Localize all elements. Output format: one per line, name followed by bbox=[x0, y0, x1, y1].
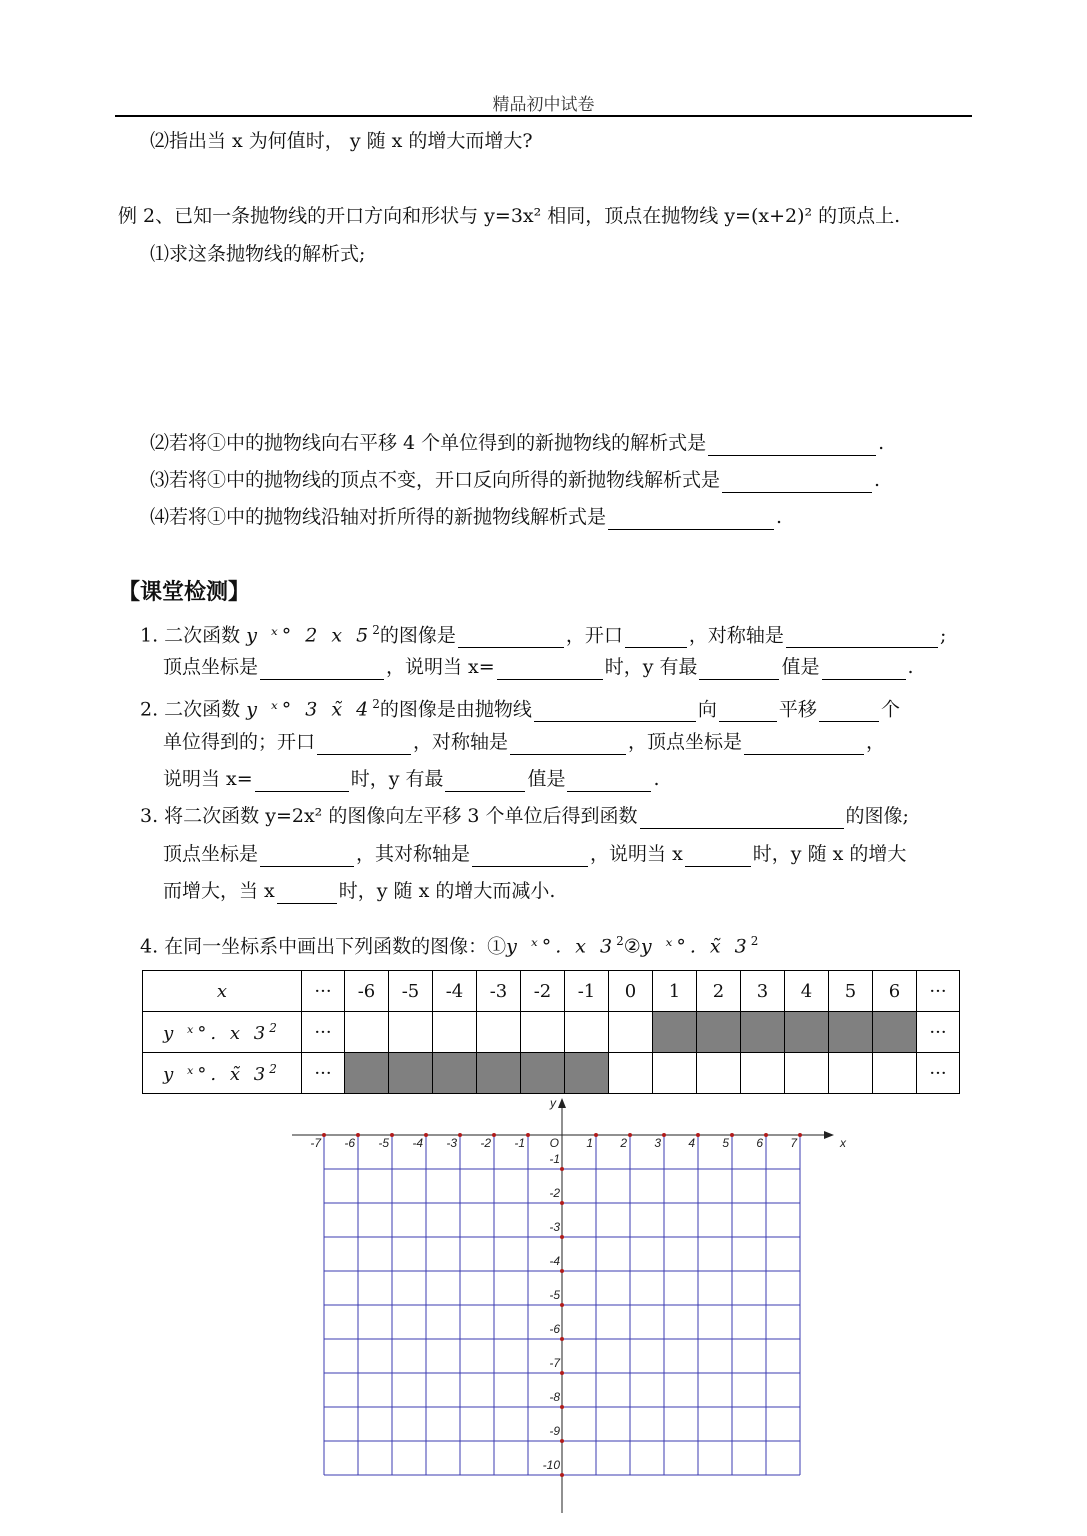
y-tick-label: -4 bbox=[549, 1254, 560, 1268]
extreme-label: 时，y 有最 bbox=[350, 768, 444, 790]
x-tick-mark bbox=[424, 1133, 428, 1137]
circled-two: ② bbox=[623, 935, 641, 958]
period: . bbox=[907, 656, 914, 678]
q3-end-text: 时，y 随 x 的增大 bbox=[752, 843, 907, 865]
q1-open-label: ，开口 bbox=[565, 624, 623, 647]
x-tick-label: 4 bbox=[688, 1136, 695, 1150]
period: . bbox=[776, 506, 783, 528]
when-label: ，说明当 x= bbox=[386, 656, 495, 678]
x-tick-label: -1 bbox=[514, 1136, 525, 1150]
y-tick-mark bbox=[560, 1439, 564, 1443]
table-cell: -4 bbox=[433, 971, 477, 1012]
x-tick-mark bbox=[390, 1133, 394, 1137]
q4-formula-1: y ˣ°. x 3 bbox=[506, 935, 617, 958]
table-cell: 4 bbox=[785, 971, 829, 1012]
exponent: 2 bbox=[616, 934, 624, 948]
semicolon: ; bbox=[939, 624, 947, 647]
q4-text: 4. 在同一坐标系中画出下列函数的图像：① bbox=[140, 935, 507, 958]
value-label: 值是 bbox=[527, 768, 566, 790]
y-tick-mark bbox=[560, 1337, 564, 1341]
exponent: 2 bbox=[372, 623, 380, 637]
q3-increase-label: 而增大，当 x bbox=[163, 880, 275, 902]
q3-text: ⑶若将①中的抛物线的顶点不变，开口反向所得的新抛物线解析式是 bbox=[150, 469, 721, 491]
table-cell: ··· bbox=[302, 1053, 345, 1094]
y-tick-mark bbox=[560, 1371, 564, 1375]
x-tick-label: -6 bbox=[344, 1136, 355, 1150]
q3-decrease-label: 时，y 随 x 的增大而减小. bbox=[338, 880, 556, 902]
x-tick-label: -3 bbox=[446, 1136, 457, 1150]
y-tick-mark bbox=[560, 1167, 564, 1171]
x-tick-mark bbox=[594, 1133, 598, 1137]
y-tick-label: -7 bbox=[549, 1356, 560, 1370]
x-tick-mark bbox=[492, 1133, 496, 1137]
y-tick-label: -10 bbox=[542, 1458, 560, 1472]
comma: ， bbox=[866, 731, 886, 753]
x-axis-label: x bbox=[840, 1136, 846, 1150]
when-label: 说明当 x= bbox=[163, 768, 253, 790]
q3-end: 的图像; bbox=[845, 805, 909, 827]
period: . bbox=[878, 432, 885, 454]
example-2-q1: ⑴求这条抛物线的解析式; bbox=[150, 243, 366, 265]
table-cell: 3 bbox=[741, 971, 785, 1012]
x-tick-label: 2 bbox=[620, 1136, 627, 1150]
period: . bbox=[874, 469, 881, 491]
x-tick-mark bbox=[696, 1133, 700, 1137]
example-2-title: 例 2、已知一条抛物线的开口方向和形状与 y=3x² 相同，顶点在抛物线 y=(x+2)² 的顶点上. bbox=[118, 205, 901, 227]
y-tick-label: -9 bbox=[549, 1424, 560, 1438]
y-tick-label: -2 bbox=[549, 1186, 560, 1200]
exponent: 2 bbox=[750, 934, 759, 948]
table-cell: -5 bbox=[389, 971, 433, 1012]
shift-label: 平移 bbox=[778, 698, 817, 721]
x-tick-mark bbox=[322, 1133, 326, 1137]
x-tick-label: 1 bbox=[586, 1136, 593, 1150]
when-label: ，说明当 x bbox=[590, 843, 683, 865]
table-cell: ··· bbox=[302, 971, 345, 1012]
q1-axis-label: ，对称轴是 bbox=[688, 624, 784, 647]
q4-formula-2: y ˣ°. x̃ 3 bbox=[640, 935, 751, 958]
table-cell: ··· bbox=[917, 1012, 960, 1053]
q1-prefix: 1. 二次函数 bbox=[140, 624, 241, 647]
q2-text: 的图像是由抛物线 bbox=[379, 698, 532, 721]
q2-text: ⑵若将①中的抛物线向右平移 4 个单位得到的新抛物线的解析式是 bbox=[150, 432, 707, 454]
axis-label: ，其对称轴是 bbox=[356, 843, 471, 865]
x-tick-label: -7 bbox=[310, 1136, 321, 1150]
extreme-label: 时，y 有最 bbox=[604, 656, 698, 678]
direction-label: 向 bbox=[697, 698, 717, 721]
row-label: y ˣ°. x $3^2$ bbox=[143, 1012, 302, 1053]
table-header-label: x bbox=[143, 971, 302, 1012]
y-axis-label: y bbox=[550, 1096, 556, 1110]
q2-prefix: 2. 二次函数 bbox=[140, 698, 241, 721]
table-cell: ··· bbox=[917, 971, 960, 1012]
y-tick-label: -3 bbox=[549, 1220, 560, 1234]
y-tick-label: -5 bbox=[549, 1288, 560, 1302]
table-cell: 0 bbox=[609, 971, 653, 1012]
exponent: 2 bbox=[372, 697, 380, 711]
x-tick-mark bbox=[628, 1133, 632, 1137]
y-tick-mark bbox=[560, 1201, 564, 1205]
q2-formula: y ˣ° 3 x̃ 4 bbox=[246, 698, 373, 721]
x-tick-mark bbox=[526, 1133, 530, 1137]
x-tick-label: O bbox=[549, 1136, 559, 1150]
x-tick-label: 5 bbox=[722, 1136, 729, 1150]
q3-text: 3. 将二次函数 y=2x² 的图像向左平移 3 个单位后得到函数 bbox=[140, 805, 638, 827]
vertex-label: 顶点坐标是 bbox=[163, 843, 259, 865]
table-cell: 6 bbox=[873, 971, 917, 1012]
table-cell: -6 bbox=[345, 971, 389, 1012]
x-tick-label: 6 bbox=[756, 1136, 763, 1150]
unit-open-label: 单位得到的；开口 bbox=[163, 731, 316, 753]
axis-label: ，对称轴是 bbox=[413, 731, 509, 753]
y-tick-mark bbox=[560, 1405, 564, 1409]
period: . bbox=[653, 768, 660, 790]
table-cell: -3 bbox=[477, 971, 521, 1012]
table-cell: 2 bbox=[697, 971, 741, 1012]
x-tick-label: -4 bbox=[412, 1136, 423, 1150]
x-tick-mark bbox=[798, 1133, 802, 1137]
table-cell: -2 bbox=[521, 971, 565, 1012]
x-tick-mark bbox=[458, 1133, 462, 1137]
y-tick-mark bbox=[560, 1303, 564, 1307]
y-tick-label: -6 bbox=[549, 1322, 560, 1336]
x-tick-label: -5 bbox=[378, 1136, 389, 1150]
table-cell: ··· bbox=[917, 1053, 960, 1094]
x-axis-arrow bbox=[824, 1131, 834, 1139]
q1-formula: y ˣ° 2 x 5 bbox=[246, 624, 373, 647]
y-tick-mark bbox=[560, 1473, 564, 1477]
table-cell: 5 bbox=[829, 971, 873, 1012]
page-header: 精品初中试卷 bbox=[492, 95, 595, 115]
y-tick-label: -8 bbox=[549, 1390, 560, 1404]
y-tick-mark bbox=[560, 1269, 564, 1273]
q1-text: 的图像是 bbox=[379, 624, 456, 647]
vertex-label: 顶点坐标是 bbox=[163, 656, 259, 678]
unit-label: 个 bbox=[880, 698, 900, 721]
vertex-label: ，顶点坐标是 bbox=[628, 731, 743, 753]
section-title: 【课堂检测】 bbox=[118, 580, 251, 605]
row-label: y ˣ°. x̃ $3^2$ bbox=[143, 1053, 302, 1094]
y-axis-arrow bbox=[558, 1098, 566, 1108]
q4-text: ⑷若将①中的抛物线沿轴对折所得的新抛物线解析式是 bbox=[150, 506, 607, 528]
x-tick-mark bbox=[764, 1133, 768, 1137]
question-line: ⑵指出当 x 为何值时， y 随 x 的增大而增大? bbox=[150, 130, 533, 152]
x-tick-mark bbox=[356, 1133, 360, 1137]
table-cell: 1 bbox=[653, 971, 697, 1012]
x-tick-mark bbox=[730, 1133, 734, 1137]
y-tick-mark bbox=[560, 1235, 564, 1239]
y-tick-label: -1 bbox=[549, 1152, 560, 1166]
x-tick-label: -2 bbox=[480, 1136, 491, 1150]
value-label: 值是 bbox=[781, 656, 820, 678]
table-cell: ··· bbox=[302, 1012, 345, 1053]
x-tick-mark bbox=[662, 1133, 666, 1137]
x-tick-label: 7 bbox=[790, 1136, 797, 1150]
x-tick-label: 3 bbox=[654, 1136, 661, 1150]
table-cell: -1 bbox=[565, 971, 609, 1012]
